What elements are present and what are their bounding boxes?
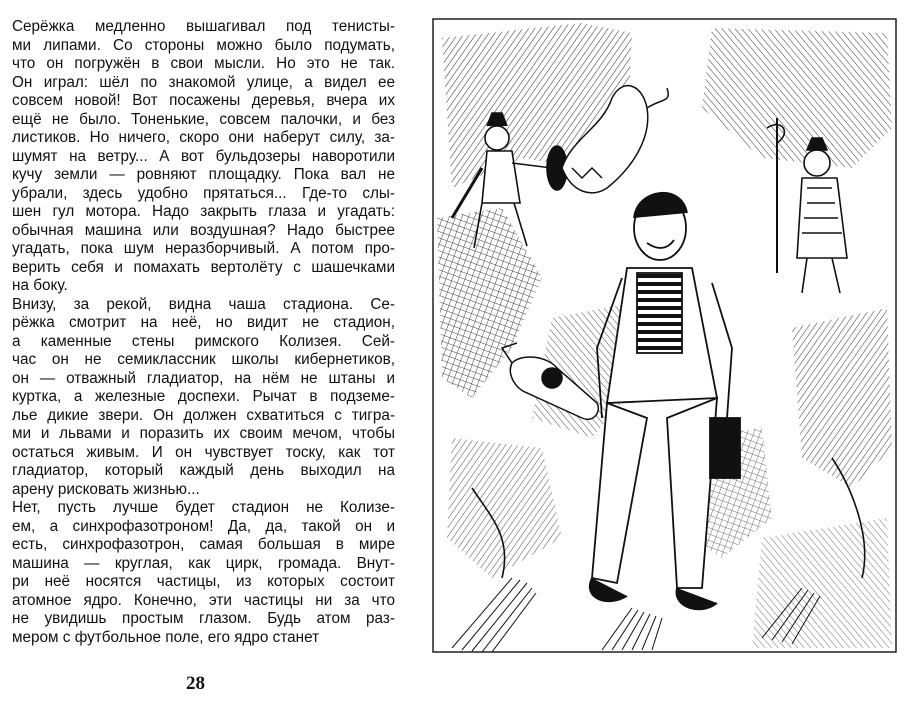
body-text — [12, 18, 395, 647]
left-page — [0, 0, 410, 708]
text-line: машина — круглая, как цирк, громада. Внут- — [12, 554, 395, 572]
text-line: ещё не было. Тоненькие, совсем палочки, и без — [12, 110, 395, 128]
text-line: Серёжка медленно вышагивал под тенисты- — [12, 18, 395, 35]
text-line: остаться живым. И он чувствует тоску, как тот — [12, 443, 395, 461]
text-line: совсем новой! Вот посажены деревья, вчера их — [12, 92, 395, 109]
text-line: листиков. Но ничего, скоро они наберут силу, за- — [12, 129, 395, 146]
text-line: кучу земли — ровняют площадку. Пока вал не — [12, 166, 395, 183]
text-line: а каменные стены римского Колизея. Сей- — [12, 332, 395, 350]
text-line: шен гул мотора. Надо закрыть глаза и угадать: — [12, 203, 395, 220]
text-line: куртка, а железные доспехи. Рычат в подземе- — [12, 388, 395, 405]
text-line: арену рисковать жизнью... — [12, 480, 200, 498]
text-line: ми липами. Со стороны можно было подумать, — [12, 36, 395, 54]
text-line: гладиатор, который каждый день выходил на — [12, 462, 395, 479]
text-line: что он погружён в свои мысли. Но это не так. — [12, 55, 395, 72]
text-line: ми и львами и поразить их своим мечом, чтобы — [12, 425, 395, 442]
text-line: обычная машина или воздушная? Надо быстрее — [12, 221, 395, 239]
text-line: Внизу, за рекой, видна чаша стадиона. Се- — [12, 295, 395, 313]
page-number: 28 — [186, 673, 205, 694]
text-line: лье дикие звери. Он должен схватиться с тигра- — [12, 406, 395, 424]
text-line: час он не семиклассник школы кибернетиков, — [12, 351, 395, 368]
text-line: убрали, здесь удобно прятаться... Где-то слы- — [12, 184, 395, 202]
text-line: мером с футбольное поле, его ядро станет — [12, 628, 320, 646]
text-line: ри неё носятся частицы, из которых состоит — [12, 573, 395, 590]
text-line: ем, а синхрофазотроном! Да, да, такой он и — [12, 517, 395, 535]
illustration — [432, 18, 897, 653]
text-line: шумят на ветру... А вот бульдозеры наворотили — [12, 147, 395, 165]
text-line: рёжка смотрит на неё, но видит не стадион, — [12, 314, 395, 331]
text-line: угадать, пока шум неразборчивый. А потом про- — [12, 240, 395, 257]
text-line: Нет, пусть лучше будет стадион не Колизе- — [12, 499, 395, 516]
text-line: он — отважный гладиатор, на нём не штаны и — [12, 369, 395, 387]
text-line: атомное ядро. Конечно, эти частицы ни за что — [12, 591, 395, 609]
text-line: не увидишь простым глазом. Будь атом раз- — [12, 610, 395, 627]
text-line: есть, синхрофазотрон, самая большая в мире — [12, 536, 395, 553]
text-line: на боку. — [12, 277, 68, 294]
text-line: Он играл: шёл по знакомой улице, а видел ее — [12, 73, 395, 91]
text-line: верить себя и помахать вертолёту с шашечками — [12, 258, 395, 276]
